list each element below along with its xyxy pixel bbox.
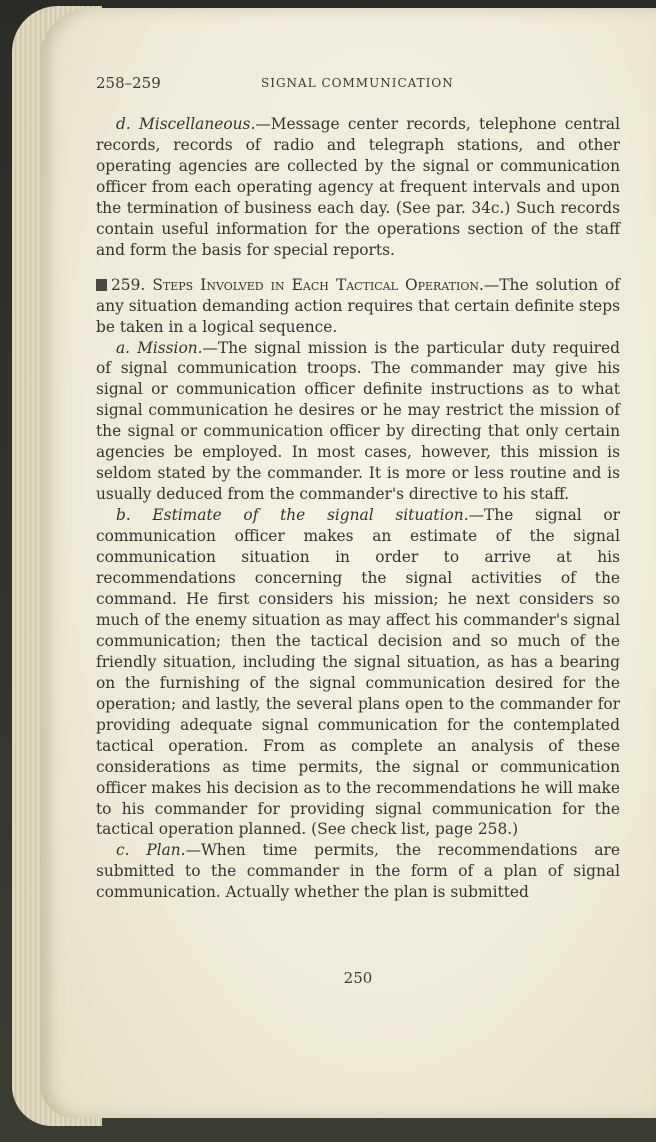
paragraph-range: 258–259 xyxy=(96,74,161,92)
paragraph-plan xyxy=(96,840,620,903)
paragraph-text: —The solution of any situation demanding action requires that certain definite steps be taken in a logical sequence. xyxy=(96,275,620,336)
paragraph-text: —The signal or communication officer makes an estimate of the signal communication situation in order to arrive at his recommendations concerning the signal activities of the command. He first considers his mission; he next considers so much of the enemy situation as may affect his commander's signal communication; then the tactical decision and so much of the friendly situation, including the signal situation, as has a bearing on the furnishing of the signal communication desired for the operation; and lastly, the several plans open to the commander for providing adequate signal communication for the contemplated tactical operation. From as complete an analysis of these considerations as time permits, the signal or communication officer makes his decision as to the recommendations he will make to his commander for providing signal communication for the tactical operation planned. (See check list, page 258.) xyxy=(96,506,620,839)
paragraph-mission xyxy=(96,338,620,506)
page-number: 250 xyxy=(343,969,373,987)
subparagraph-label: b. Estimate of the signal situation. xyxy=(116,506,469,525)
section-heading: Steps Involved in Each Tactical Operation. xyxy=(152,275,484,294)
paragraph-estimate xyxy=(96,505,620,840)
paragraph-text: —When time permits, the recommendations are submitted to the commander in the form of a plan of signal communication. Actually whether the plan is submitted xyxy=(96,841,620,902)
subparagraph-label: a. Mission. xyxy=(116,338,203,357)
chapter-title: SIGNAL COMMUNICATION xyxy=(261,76,454,90)
body-text xyxy=(96,114,620,903)
section-marker-icon xyxy=(96,279,107,291)
section-259 xyxy=(96,275,620,338)
subparagraph-label: d. Miscellaneous. xyxy=(116,115,256,133)
paragraph-miscellaneous xyxy=(96,114,620,261)
paragraph-text: —The signal mission is the particular duty required of signal communication troops. The commander may give his signal or communication officer definite instructions as to what signal communication he desires or he may restrict the mission of the signal or communication officer by directing that only certain agencies be employed. In most cases, however, this mission is seldom stated by the commander. It is more or less routine and is usually deduced from the commander's directive to his staff. xyxy=(96,338,620,504)
subparagraph-label: c. Plan. xyxy=(116,841,186,860)
section-number: 259. xyxy=(111,275,146,294)
paragraph-text: —Message center records, telephone central records, records of radio and telegraph stations, and other operating agencies are collected by the signal or communication officer from each operating agency at frequent intervals and upon the termination of business each day. (See par. 34c.) Such records contain useful information for the operations section of the staff and form the basis for special reports. xyxy=(96,115,620,259)
running-head xyxy=(96,74,620,94)
